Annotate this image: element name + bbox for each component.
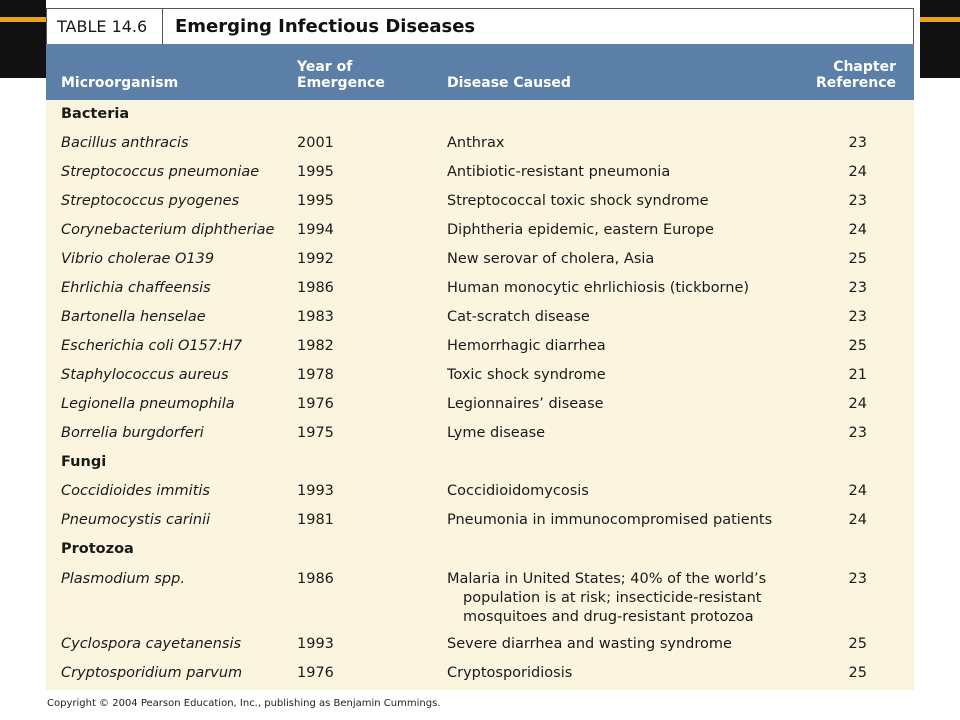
section-label: Bacteria [61,106,130,122]
disease-cell: Severe diarrhea and wasting syndrome [447,636,732,652]
disease-cell: Coccidioidomycosis [447,483,589,499]
chapter-cell: 21 [848,367,867,383]
table-row [46,390,914,419]
disease-line: Malaria in United States; 40% of the world’s [447,571,767,587]
disease-cell: Anthrax [447,135,505,151]
year-cell: 1994 [297,222,334,238]
table-row [46,129,914,158]
organism-cell: Coccidioides immitis [61,483,210,499]
disease-cell: Hemorrhagic diarrhea [447,338,606,354]
table-row [46,158,914,187]
chapter-cell: 23 [848,309,867,325]
corner-decoration-right [920,0,960,78]
table-row [46,245,914,274]
organism-cell: Staphylococcus aureus [61,367,229,383]
disease-cell: Pneumonia in immunocompromised patients [447,512,773,528]
disease-line: mosquitoes and drug-resistant protozoa [463,609,754,625]
chapter-cell: 24 [848,396,867,412]
header-chapter-line2: Reference [815,75,896,91]
chapter-cell: 24 [848,222,867,238]
organism-cell: Legionella pneumophila [61,396,235,412]
chapter-cell: 24 [848,512,867,528]
year-cell: 1975 [297,425,334,441]
table-row [46,659,914,688]
table-row [46,477,914,506]
year-cell: 1995 [297,193,334,209]
year-cell: 1993 [297,483,334,499]
accent-line-right [920,17,960,22]
chapter-cell: 24 [848,164,867,180]
year-cell: 1982 [297,338,334,354]
section-label: Fungi [61,454,107,470]
chapter-cell: 23 [848,135,867,151]
header-chapter [816,59,896,91]
accent-line-left [0,17,46,22]
disease-cell: Toxic shock syndrome [447,367,606,383]
header-year-line1: Year of [297,59,353,75]
disease-cell: Cryptosporidiosis [447,665,573,681]
disease-cell: Streptococcal toxic shock syndrome [447,193,709,209]
year-cell: 1978 [297,367,334,383]
table-body [46,100,914,688]
table-row [46,506,914,535]
table-row [46,303,914,332]
organism-cell: Streptococcus pyogenes [61,193,240,209]
organism-cell: Vibrio cholerae O139 [61,251,215,267]
chapter-cell: 23 [848,193,867,209]
section-heading-fungi [46,448,914,477]
year-cell: 1986 [297,571,334,587]
disease-cell: Diphtheria epidemic, eastern Europe [447,222,714,238]
chapter-cell: 23 [848,280,867,296]
year-cell: 2001 [297,135,334,151]
table-row [46,274,914,303]
organism-cell: Bartonella henselae [61,309,206,325]
year-cell: 1992 [297,251,334,267]
organism-cell: Corynebacterium diphtheriae [61,222,275,238]
header-microorganism: Microorganism [61,75,179,91]
organism-cell: Cyclospora cayetanensis [61,636,242,652]
table-row [46,332,914,361]
table-title-bar [46,8,914,45]
table-row [46,187,914,216]
table-title: Emerging Infectious Diseases [175,16,476,37]
disease-cell: New serovar of cholera, Asia [447,251,655,267]
disease-line: population is at risk; insecticide-resistant [463,590,762,606]
disease-cell: Antibiotic-resistant pneumonia [447,164,671,180]
section-heading-protozoa [46,535,914,564]
disease-cell: Human monocytic ehrlichiosis (tickborne) [447,280,750,296]
chapter-cell: 25 [848,251,867,267]
chapter-cell: 25 [848,338,867,354]
organism-cell: Escherichia coli O157:H7 [61,338,243,354]
header-chapter-line1: Chapter [833,59,896,75]
organism-cell: Pneumocystis carinii [61,512,211,528]
table-row [46,419,914,448]
year-cell: 1986 [297,280,334,296]
table-row [46,361,914,390]
chapter-cell: 25 [848,636,867,652]
disease-cell: Legionnaires’ disease [447,396,604,412]
header-year [297,59,385,91]
chapter-cell: 23 [848,425,867,441]
corner-decoration-left [0,0,46,78]
disease-cell: Cat-scratch disease [447,309,590,325]
year-cell: 1983 [297,309,334,325]
organism-cell: Streptococcus pneumoniae [61,164,260,180]
disease-cell: Lyme disease [447,425,546,441]
year-cell: 1981 [297,512,334,528]
year-cell: 1976 [297,665,334,681]
table-row [46,564,914,630]
emerging-diseases-table [46,8,914,690]
section-label: Protozoa [61,541,134,557]
chapter-cell: 25 [848,665,867,681]
copyright-notice: Copyright © 2004 Pearson Education, Inc., publishing as Benjamin Cummings. [47,698,441,709]
organism-cell: Borrelia burgdorferi [61,425,204,441]
year-cell: 1993 [297,636,334,652]
organism-cell: Ehrlichia chaffeensis [61,280,211,296]
table-row [46,630,914,659]
organism-cell: Cryptosporidium parvum [61,665,243,681]
chapter-cell: 23 [848,571,867,587]
header-year-line2: Emergence [297,75,385,91]
disease-cell [447,570,767,627]
header-disease: Disease Caused [447,75,571,91]
section-heading-bacteria [46,100,914,129]
organism-cell: Bacillus anthracis [61,135,189,151]
table-number: TABLE 14.6 [47,9,163,44]
year-cell: 1976 [297,396,334,412]
table-row [46,216,914,245]
year-cell: 1995 [297,164,334,180]
chapter-cell: 24 [848,483,867,499]
organism-cell: Plasmodium spp. [61,571,185,587]
table-header [46,44,914,100]
